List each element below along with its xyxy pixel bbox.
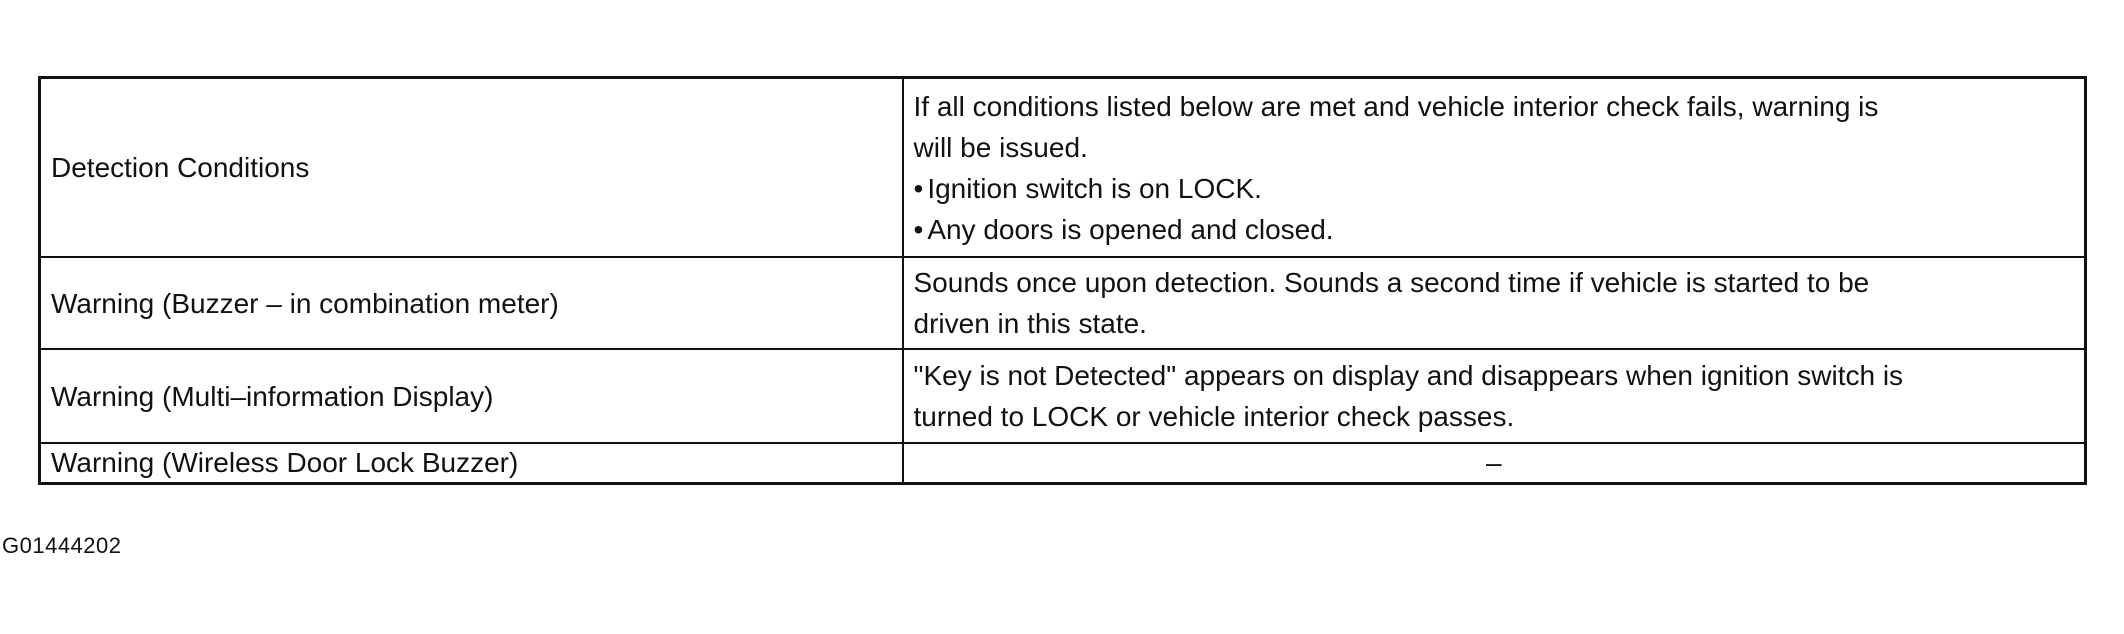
row-label-detection-conditions: Detection Conditions	[40, 78, 903, 258]
table-row	[40, 349, 2086, 443]
row-description-detection-conditions	[903, 78, 2086, 258]
description-line: If all conditions listed below are met and vehicle interior check fails, warning is	[913, 90, 1879, 122]
bullet-item: • Any doors is opened and closed.	[914, 209, 2075, 250]
row-description-buzzer	[903, 257, 2086, 349]
description-line: will be issued.	[913, 131, 1088, 163]
table-row	[40, 443, 2086, 484]
row-description-wireless-door-lock-buzzer: –	[903, 443, 2086, 484]
warning-conditions-table	[38, 76, 2087, 485]
description-line: turned to LOCK or vehicle interior check passes.	[913, 401, 1515, 432]
row-description-multi-information-display	[903, 349, 2086, 443]
row-label-multi-information-display: Warning (Multi–information Display)	[40, 349, 903, 443]
description-line: Sounds once upon detection. Sounds a second time if vehicle is started to be	[913, 267, 1870, 298]
description-line: driven in this state.	[913, 308, 1147, 339]
row-label-wireless-door-lock-buzzer: Warning (Wireless Door Lock Buzzer)	[40, 443, 903, 484]
table-row	[40, 257, 2086, 349]
bullet-item: • Ignition switch is on LOCK.	[914, 168, 2075, 209]
description-line: "Key is not Detected" appears on display and disappears when ignition switch is	[913, 360, 1904, 391]
figure-id: G01444202	[2, 533, 122, 558]
table-row	[40, 78, 2086, 258]
row-label-buzzer: Warning (Buzzer – in combination meter)	[40, 257, 903, 349]
